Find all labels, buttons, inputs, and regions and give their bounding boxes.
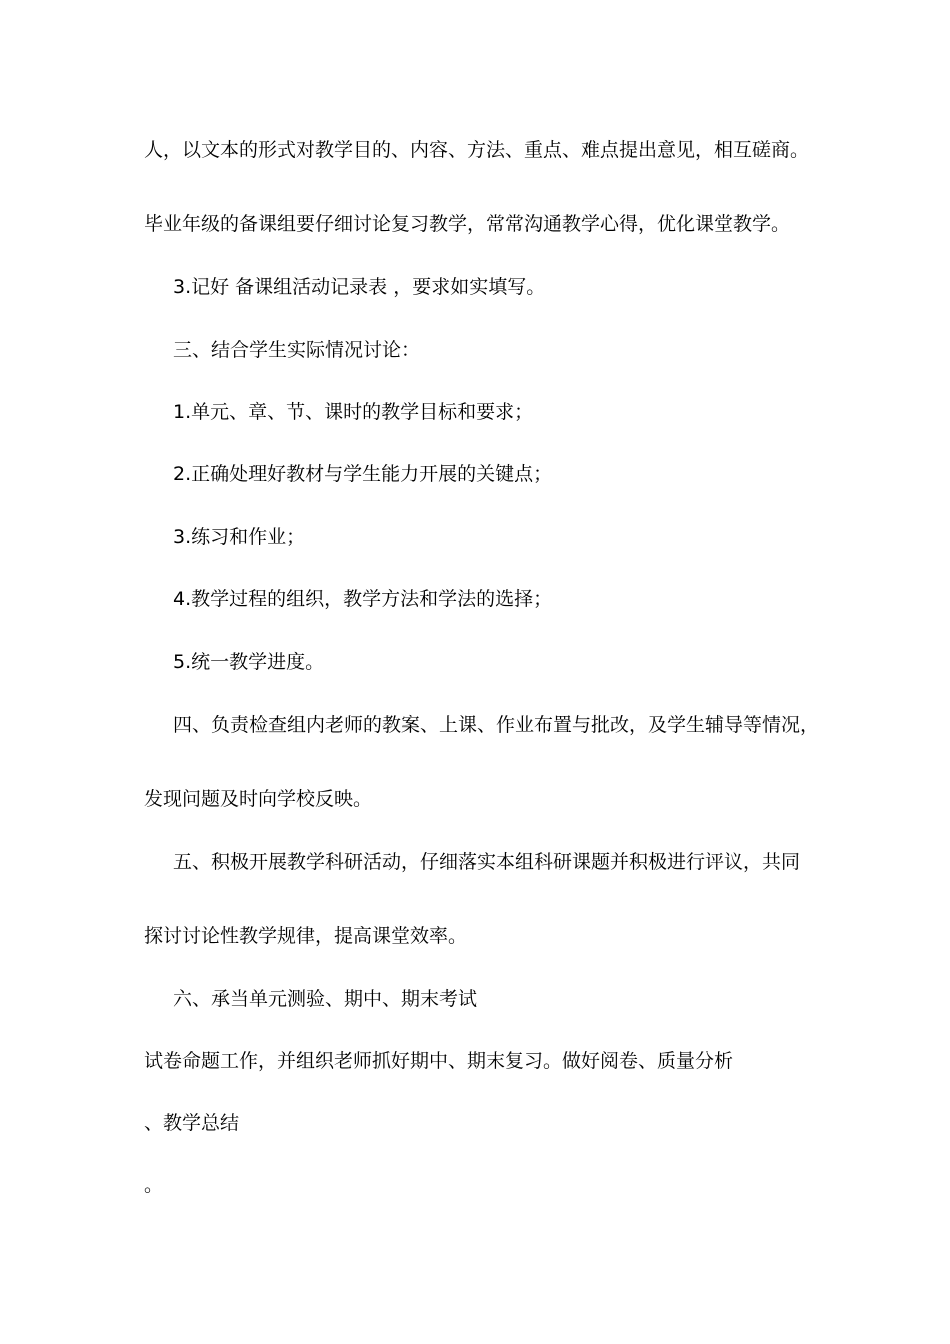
list-item: 4.教学过程的组织，教学方法和学法的选择； — [173, 588, 553, 610]
paragraph-line: 试卷命题工作，并组织老师抓好期中、期末复习。做好阅卷、质量分析 — [144, 1050, 734, 1072]
paragraph-line: 人，以文本的形式对教学目的、内容、方法、重点、难点提出意见，相互磋商。 — [144, 139, 810, 161]
list-item: 3.练习和作业； — [173, 526, 306, 548]
paragraph-line: 。 — [144, 1174, 164, 1196]
list-item: 5.统一教学进度。 — [173, 651, 325, 673]
paragraph-line: 探讨讨论性教学规律，提高课堂效率。 — [144, 925, 468, 947]
list-item: 3.记好 备课组活动记录表 ，要求如实填写。 — [173, 276, 546, 298]
section-heading: 五、积极开展教学科研活动，仔细落实本组科研课题并积极进行评议，共同 — [173, 851, 801, 873]
list-item: 1.单元、章、节、课时的教学目标和要求； — [173, 401, 534, 423]
section-heading: 三、结合学生实际情况讨论： — [173, 339, 421, 361]
paragraph-line: 毕业年级的备课组要仔细讨论复习教学，常常沟通教学心得，优化课堂教学。 — [144, 213, 791, 235]
paragraph-line: 发现问题及时向学校反映。 — [144, 788, 373, 810]
section-heading: 四、负责检查组内老师的教案、上课、作业布置与批改，及学生辅导等情况， — [173, 714, 820, 736]
section-heading: 六、承当单元测验、期中、期末考试 — [173, 988, 478, 1010]
paragraph-line: 、教学总结 — [144, 1112, 240, 1134]
list-item: 2.正确处理好教材与学生能力开展的关键点； — [173, 463, 553, 485]
